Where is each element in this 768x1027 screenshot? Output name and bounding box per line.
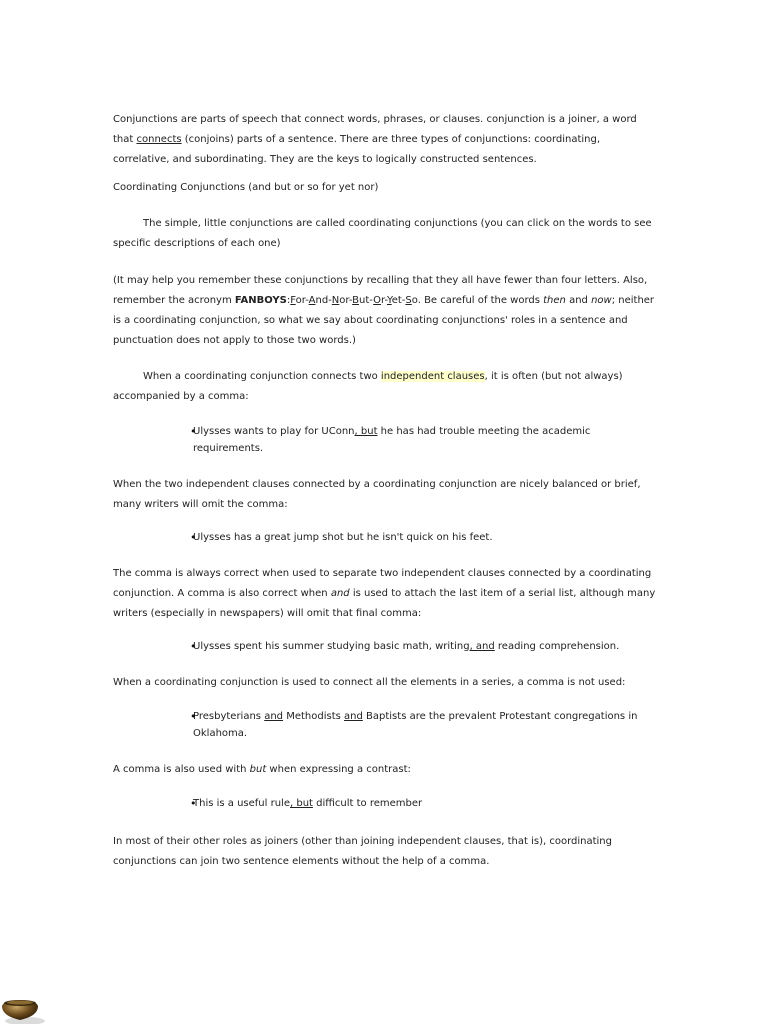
comma-paragraph: The comma is always correct when used to separate two independent clauses connected by a coordinating conjunction. A comma is also correct when and is used to attach the last item of a serial list, although many writers (especially in newspapers) will omit that final comma: [113,568,656,619]
independent-clauses-link[interactable]: independent clauses [380,371,485,382]
list-item: • Presbyterians and Methodists and Baptists are the prevalent Protestant congregations in Oklahoma. [113,708,658,742]
list-item: • This is a useful rule, but difficult to remember [113,795,658,812]
example-list-3 [113,638,658,655]
balanced-paragraph: When the two independent clauses connected by a coordinating conjunction are nicely balanced or brief, many writers will omit the comma: [113,479,641,510]
bronze-bowl-logo-icon [0,994,46,1024]
example-list-1 [113,423,658,457]
simple-paragraph: The simple, little conjunctions are called coordinating conjunctions (you can click on the words to see specific descriptions of each one) [113,218,652,249]
fanboys-acronym: FANBOYS [234,295,287,306]
section-heading: Coordinating Conjunctions (and but or so for yet nor) [113,182,379,193]
list-item: • Ulysses spent his summer studying basic math, writing, and reading comprehension. [113,638,658,655]
final-paragraph: In most of their other roles as joiners (other than joining independent clauses, that is), coordinating conjunctions can join two sentence elements without the help of a comma. [113,836,612,867]
intro-paragraph: Conjunctions are parts of speech that connect words, phrases, or clauses. conjunction is a joiner, a word that connects (conjoins) parts of a sentence. There are three types of conjunctions: coordinating, correlative, and subordinating. They are the keys to logically constructed sentences. [113,114,637,165]
document-body [113,110,658,872]
fanboys-paragraph: (It may help you remember these conjunctions by recalling that they all have fewer than four letters. Also, remember the acronym FANBOYS:For-And-Nor-But-Or-Yet-So. Be careful of the words then and now; neither is a coordinating conjunction, so what we say about coordinating conjunctions' roles in a sentence and punctuation does not apply to those two words.) [113,275,655,346]
series-paragraph: When a coordinating conjunction is used to connect all the elements in a series, a comma is not used: [113,677,626,688]
example-list-5 [113,795,658,812]
independent-clauses-paragraph: When a coordinating conjunction connects two independent clauses, it is often (but not always) accompanied by a comma: [113,371,623,402]
connects-link[interactable]: connects [136,134,182,145]
example-list-4 [113,708,658,742]
list-item: • Ulysses wants to play for UConn, but he has had trouble meeting the academic requirements. [113,423,658,457]
contrast-paragraph: A comma is also used with but when expressing a contrast: [113,764,411,775]
example-list-2 [113,529,658,546]
list-item: • Ulysses has a great jump shot but he isn't quick on his feet. [113,529,658,546]
